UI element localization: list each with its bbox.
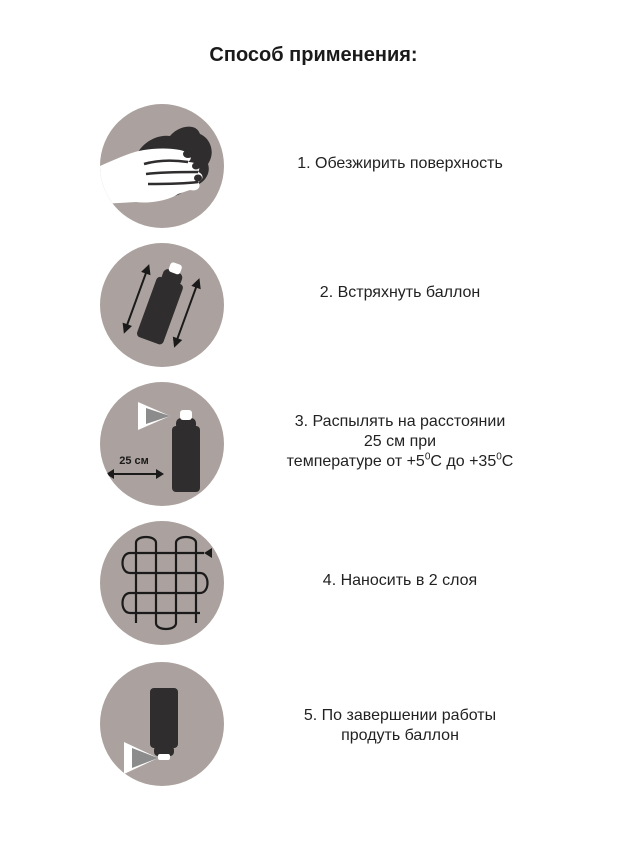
step-3 <box>0 382 627 512</box>
distance-label: 25 см <box>119 455 149 467</box>
temp-degree-1: 0 <box>424 451 431 463</box>
step-2-line-1: 2. Встряхнуть баллон <box>319 284 481 301</box>
temp-mid: C до +35 <box>430 453 497 470</box>
step-1 <box>0 104 627 234</box>
hand-wiping-icon <box>100 104 224 228</box>
step-5 <box>0 662 627 792</box>
step-5-line-2: продуть баллон <box>341 727 459 744</box>
temp-degree-2: 0 <box>496 451 502 463</box>
step-5-text <box>240 706 560 746</box>
spray-distance-icon <box>100 382 224 506</box>
temp-prefix: температуре от +5 <box>286 453 425 470</box>
step-3-line-1: 3. Распылять на расстоянии <box>294 413 506 430</box>
blow-out-can-icon <box>100 662 224 786</box>
page-title: Способ применения: <box>209 44 418 66</box>
step-3-line-3 <box>240 452 560 472</box>
step-2-text <box>240 283 560 303</box>
step-1-line-1: 1. Обезжирить поверхность <box>297 155 503 172</box>
step-5-line-1: 5. По завершении работы <box>303 707 497 724</box>
step-4-line-1: 4. Наносить в 2 слоя <box>322 572 478 589</box>
step-3-text <box>240 412 560 472</box>
step-3-line-2: 25 см при <box>363 433 437 450</box>
two-layers-grid-icon <box>100 521 224 645</box>
step-4-text <box>240 571 560 591</box>
step-4 <box>0 521 627 651</box>
temp-suffix: C <box>501 453 514 470</box>
shake-can-icon <box>100 243 224 367</box>
step-2 <box>0 243 627 373</box>
step-1-text <box>240 154 560 174</box>
